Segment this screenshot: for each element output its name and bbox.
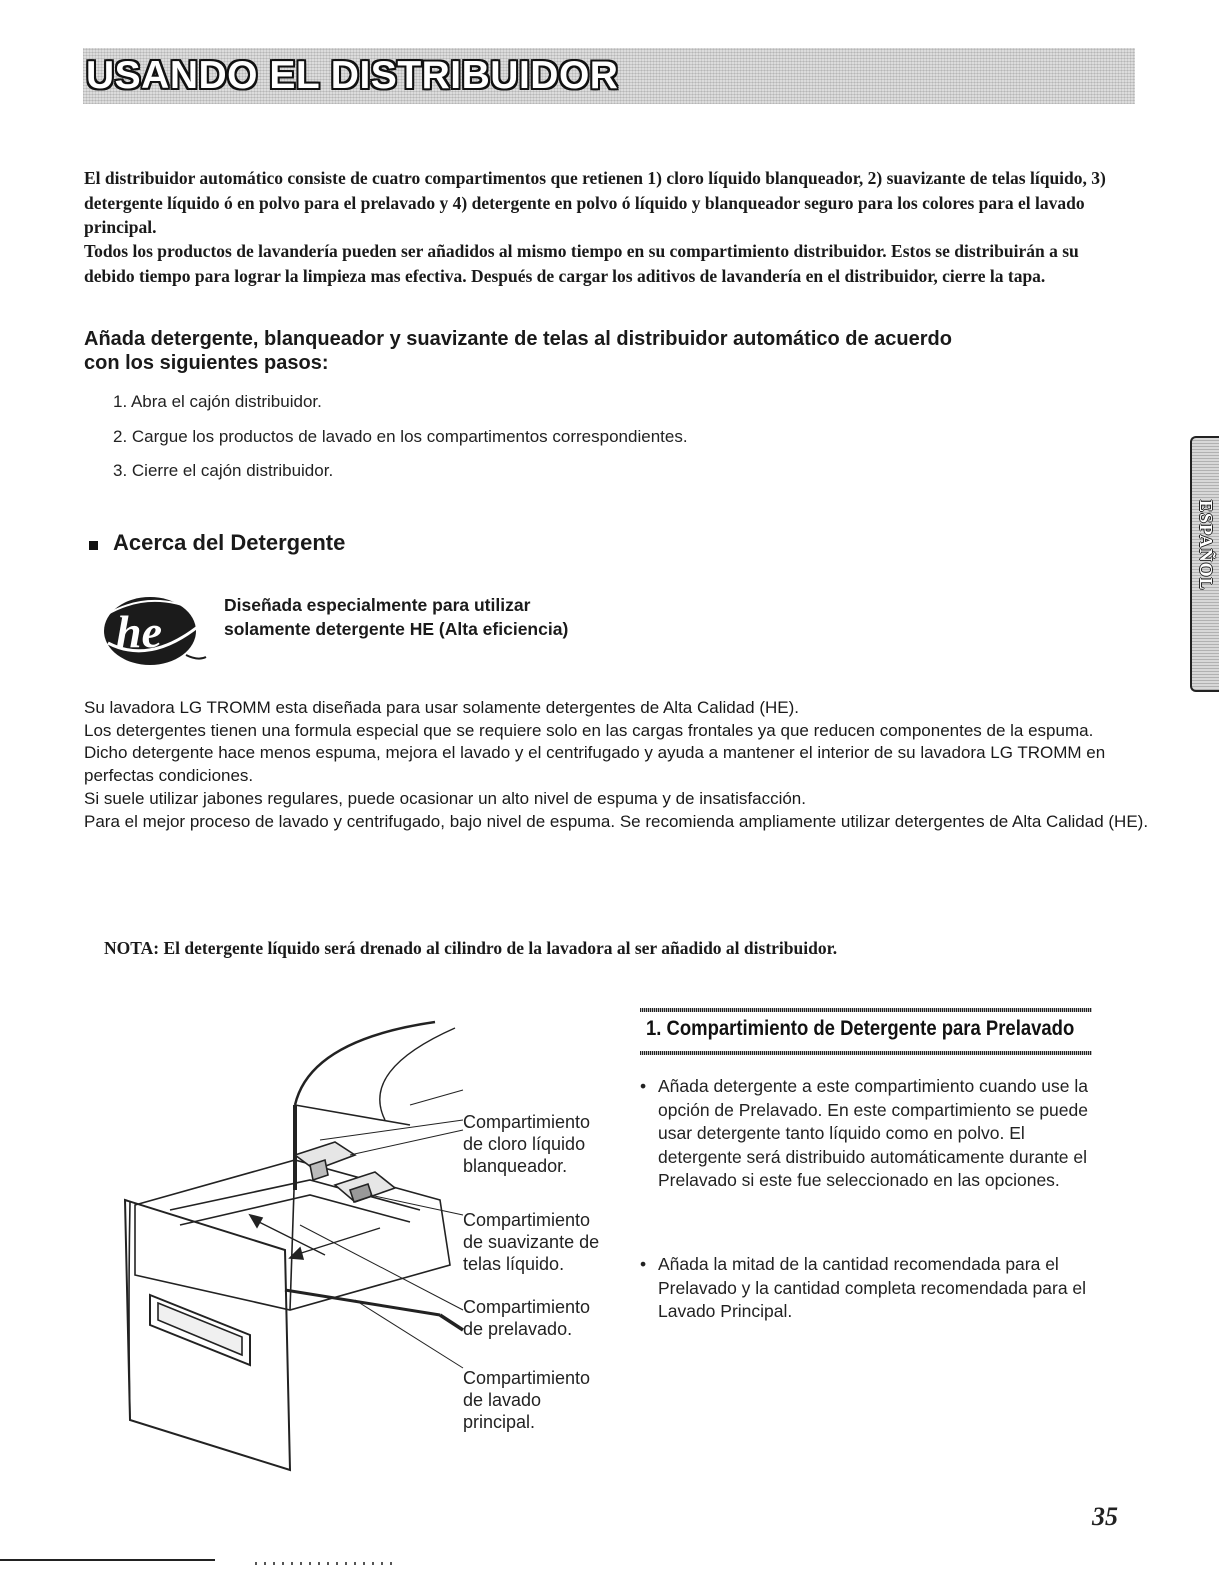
step-item: 1. Abra el cajón distribuidor. bbox=[113, 392, 322, 411]
he-notice-line-2: solamente detergente HE (Alta eficiencia) bbox=[224, 619, 569, 639]
he-logo-icon bbox=[100, 585, 208, 669]
label-bleach-compartment bbox=[463, 1111, 590, 1177]
label-line: blanqueador. bbox=[463, 1156, 568, 1176]
body-paragraph: Su lavadora LG TROMM esta diseñada para usar solamente detergentes de Alta Calidad (HE). bbox=[84, 698, 800, 717]
he-notice bbox=[224, 593, 568, 641]
bullet-dot-icon: • bbox=[640, 1254, 647, 1274]
label-main-wash-compartment bbox=[463, 1367, 590, 1433]
page-title: USANDO EL DISTRIBUIDOR bbox=[86, 54, 619, 97]
label-softener-compartment bbox=[463, 1209, 599, 1275]
bullet-dot-icon: • bbox=[640, 1076, 647, 1096]
label-line: Compartimiento bbox=[463, 1210, 591, 1230]
label-line: de suavizante de bbox=[463, 1232, 600, 1252]
footer-marks bbox=[255, 1562, 395, 1565]
body-paragraph: Dicho detergente hace menos espuma, mejora el lavado y el centrifugado y ayuda a mantener el interior de su lavadora LG TROMM en perfectas condiciones. bbox=[84, 743, 1106, 786]
he-notice-line-1: Diseñada especialmente para utilizar bbox=[224, 595, 531, 615]
list-item bbox=[640, 1253, 1100, 1324]
label-line: Compartimiento bbox=[463, 1368, 591, 1388]
list-item-text: Añada detergente a este compartimiento cuando use la opción de Prelavado. En este compartimiento se puede usar detergente tanto líquido como en polvo. El detergente será distribuido automáticamente durante el Prelavado si este fue seleccionado en las opciones. bbox=[658, 1076, 1089, 1190]
label-line: Compartimiento bbox=[463, 1112, 591, 1132]
intro-paragraph-1: El distribuidor automático consiste de cuatro compartimentos que retienen 1) cloro líquido blanqueador, 2) suavizante de telas líquido, 3) detergente líquido ó en polvo para el prelavado y 4) detergente en polvo ó líquido y blanqueador seguro para los colores para el lavado principal. bbox=[84, 168, 1106, 237]
label-line: de cloro líquido bbox=[463, 1134, 586, 1154]
list-item bbox=[640, 1075, 1100, 1193]
page-number: 35 bbox=[1092, 1502, 1118, 1531]
label-line: de lavado bbox=[463, 1390, 542, 1410]
body-paragraph: Los detergentes tienen una formula especial que se requiere solo en las cargas frontales ya que reducen componentes de la espuma. bbox=[84, 720, 1094, 740]
section-rule-top bbox=[640, 1008, 1092, 1012]
label-line: de prelavado. bbox=[463, 1319, 573, 1339]
he-logo-text: he bbox=[116, 606, 162, 657]
label-prewash-compartment bbox=[463, 1296, 590, 1340]
footer-rule bbox=[0, 1559, 215, 1561]
body-paragraph: Para el mejor proceso de lavado y centrifugado, bajo nivel de espuma. Se recomienda ampliamente utilizar detergentes de Alta Calidad (HE). bbox=[84, 811, 1149, 831]
note-text: NOTA: El detergente líquido será drenado al cilindro de la lavadora al ser añadido al distribuidor. bbox=[104, 938, 838, 958]
step-item: 2. Cargue los productos de lavado en los compartimentos correspondientes. bbox=[113, 427, 688, 446]
section-rule-bottom bbox=[640, 1051, 1092, 1055]
square-bullet-icon bbox=[89, 541, 98, 550]
section-title: 1. Compartimiento de Detergente para Prelavado bbox=[646, 1017, 1075, 1040]
instructions-heading: Añada detergente, blanqueador y suavizante de telas al distribuidor automático de acuerdo con los siguientes pasos: bbox=[84, 328, 952, 374]
body-paragraph: Si suele utilizar jabones regulares, puede ocasionar un alto nivel de espuma y de insatisfacción. bbox=[84, 788, 806, 808]
label-line: telas líquido. bbox=[463, 1254, 565, 1274]
detergent-body bbox=[84, 697, 1164, 833]
step-item: 3. Cierre el cajón distribuidor. bbox=[113, 461, 334, 480]
list-item-text: Añada la mitad de la cantidad recomendada para el Prelavado y la cantidad completa recomendada para el Lavado Principal. bbox=[658, 1254, 1087, 1321]
label-line: principal. bbox=[463, 1412, 536, 1432]
label-line: Compartimiento bbox=[463, 1297, 591, 1317]
intro-paragraph-2: Todos los productos de lavandería pueden ser añadidos al mismo tiempo en su compartimiento distribuidor. Estos se distribuirán a su debido tiempo para lograr la limpieza mas efectiva. Después de cargar los aditivos de lavandería en el distribuidor, cierre la tapa. bbox=[84, 241, 1079, 286]
detergent-heading: Acerca del Detergente bbox=[113, 530, 346, 555]
language-side-tab-label: ESPAÑOL bbox=[1196, 500, 1216, 591]
